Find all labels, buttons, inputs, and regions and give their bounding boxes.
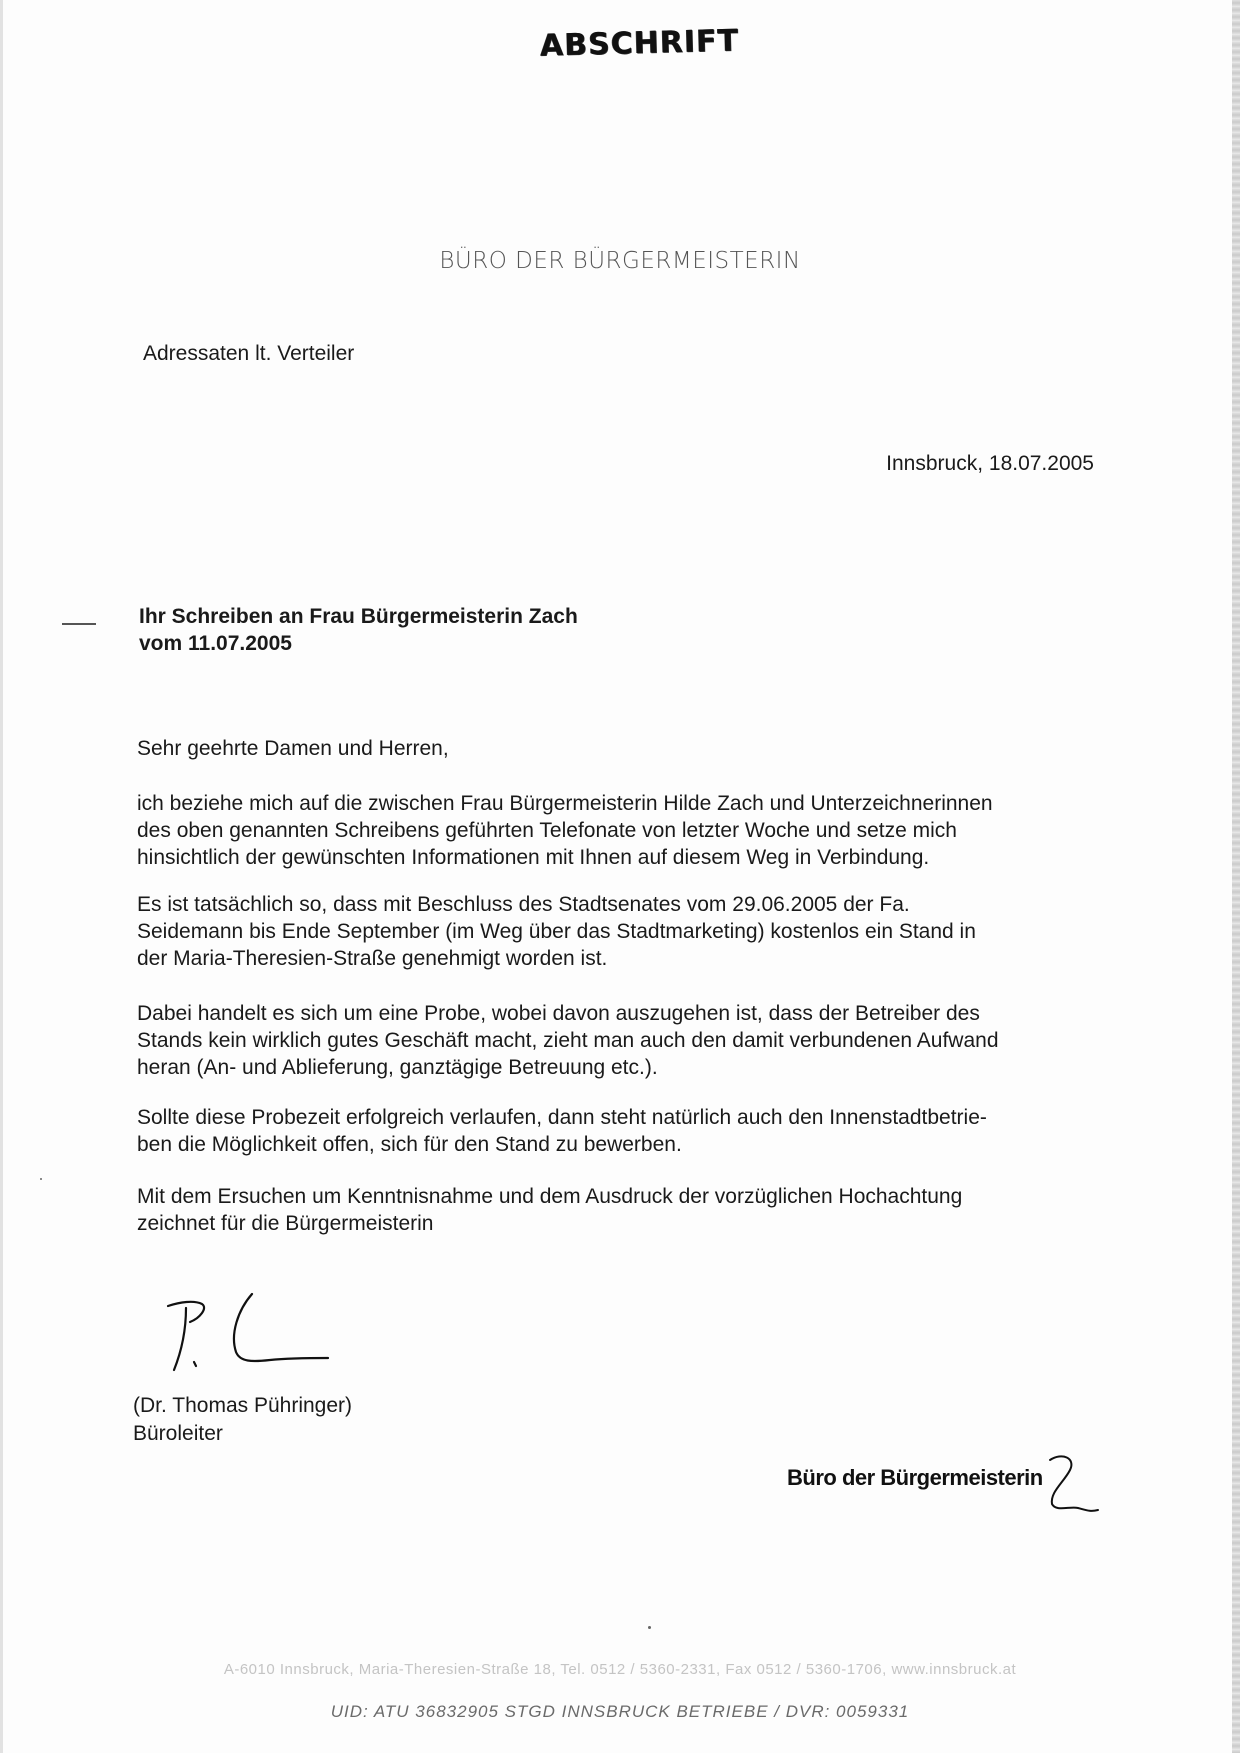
- paragraph-line: Stands kein wirklich gutes Geschäft macht, zieht man auch den damit verbundenen Aufwand: [137, 1029, 999, 1052]
- recipient: Adressaten lt. Verteiler: [143, 342, 355, 365]
- paragraph-line: zeichnet für die Bürgermeisterin: [137, 1212, 434, 1235]
- paragraph-line: hinsichtlich der gewünschten Informationen mit Ihnen auf diesem Weg in Verbindung.: [137, 846, 930, 869]
- office-stamp: Büro der Bürgermeisterin: [787, 1465, 1043, 1490]
- paragraph-line: Mit dem Ersuchen um Kenntnisnahme und dem Ausdruck der vorzüglichen Hochachtung: [137, 1185, 963, 1208]
- signer-role: Büroleiter: [133, 1422, 223, 1445]
- footer-uid: UID: ATU 36832905 STGD INNSBRUCK BETRIEBE / DVR: 0059331: [330, 1702, 910, 1721]
- paragraph: [137, 1000, 1097, 1081]
- subject-line-1: Ihr Schreiben an Frau Bürgermeisterin Zach: [139, 605, 578, 628]
- paragraph-line: ich beziehe mich auf die zwischen Frau Bürgermeisterin Hilde Zach und Unterzeichnerinnen: [137, 792, 993, 815]
- salutation: Sehr geehrte Damen und Herren,: [137, 737, 449, 760]
- paragraph-line: des oben genannten Schreibens geführten Telefonate von letzter Woche und setze mich: [137, 819, 957, 842]
- paragraph-line: Seidemann bis Ende September (im Weg über das Stadtmarketing) kostenlos ein Stand in: [137, 920, 976, 943]
- paragraph-line: der Maria-Theresien-Straße genehmigt worden ist.: [137, 947, 608, 970]
- paragraph: [137, 1183, 1097, 1237]
- office-header: BÜRO DER BÜRGERMEISTERIN: [439, 248, 801, 274]
- paragraph-line: Sollte diese Probezeit erfolgreich verlaufen, dann steht natürlich auch den Innenstadtbetrie-: [137, 1106, 987, 1129]
- paragraph: [137, 1104, 1097, 1158]
- footer-address: A-6010 Innsbruck, Maria-Theresien-Straße 18, Tel. 0512 / 5360-2331, Fax 0512 / 5360-1706, www.innsbruck.at: [223, 1661, 1017, 1678]
- paragraph-line: Es ist tatsächlich so, dass mit Beschluss des Stadtsenates vom 29.06.2005 der Fa.: [137, 893, 910, 916]
- paragraph-line: ben die Möglichkeit offen, sich für den Stand zu bewerben.: [137, 1133, 682, 1156]
- paragraph-line: Dabei handelt es sich um eine Probe, wobei davon auszugehen ist, dass der Betreiber des: [137, 1002, 980, 1025]
- signer-name: (Dr. Thomas Pühringer): [133, 1394, 353, 1417]
- paragraph-line: heran (An- und Ablieferung, ganztägige Betreuung etc.).: [137, 1056, 658, 1079]
- subject: [139, 603, 578, 657]
- paragraph: [137, 891, 1097, 972]
- handwritten-signature: [160, 1288, 330, 1378]
- scan-speck: [40, 1178, 42, 1180]
- place-date: Innsbruck, 18.07.2005: [886, 452, 1094, 475]
- subject-line-2: vom 11.07.2005: [139, 632, 292, 655]
- copy-stamp: ABSCHRIFT: [539, 23, 740, 64]
- subject-marker: [62, 623, 96, 625]
- paragraph: [137, 790, 1097, 871]
- stamp-initial-signature: [1040, 1452, 1100, 1522]
- scan-speck: [648, 1626, 651, 1629]
